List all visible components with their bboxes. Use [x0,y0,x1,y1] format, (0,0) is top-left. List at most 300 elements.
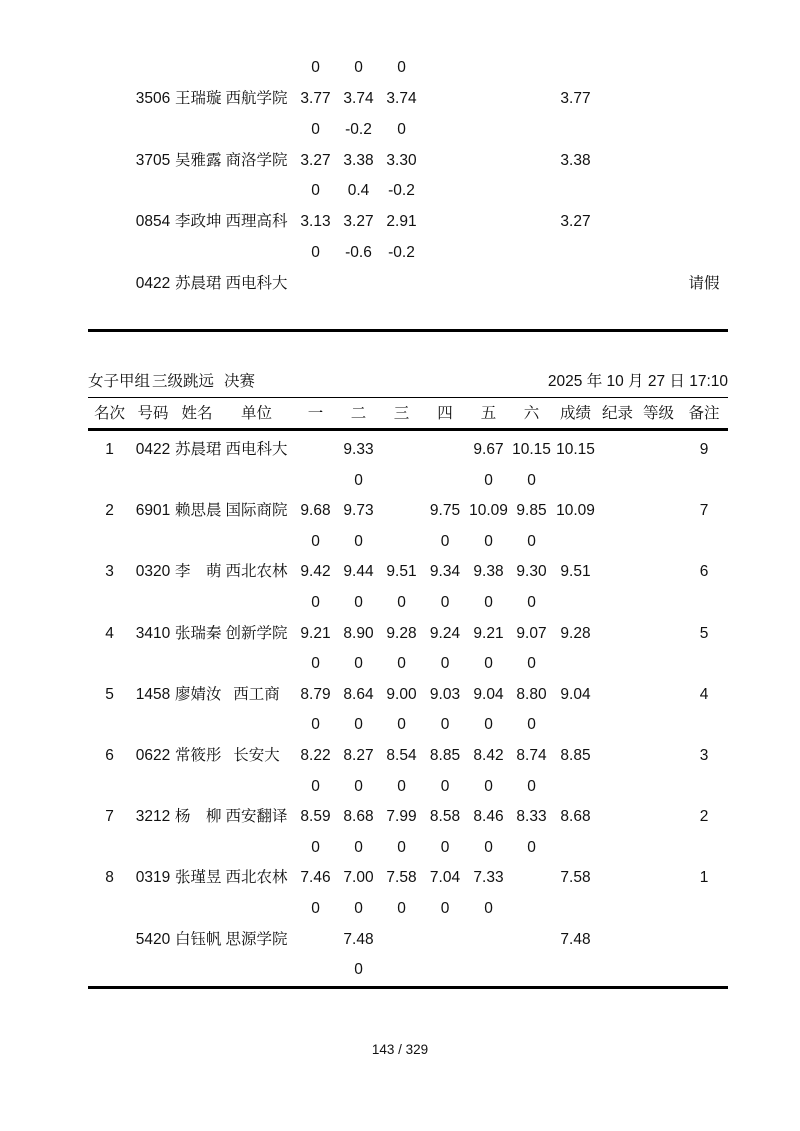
result-row-score: 7.48 [560,930,591,948]
wind-row [88,53,728,84]
result-row-m5: 9.21 [473,624,504,642]
result-row-score: 10.09 [556,502,595,520]
wind-row-m1: 0 [311,532,320,550]
wind-row-code [131,238,175,269]
wind-row-note [680,53,728,84]
result-row-m1 [294,269,337,300]
column-header-code: 号码 [137,405,169,422]
result-row-note: 4 [699,685,709,703]
result-row-m5: 7.33 [473,869,504,887]
result-row-score: 3.77 [560,89,591,107]
wind-row-unit [219,894,294,925]
result-row-rank: 2 [105,502,114,520]
wind-row-m2: 0 [354,899,363,917]
wind-row-m1: 0 [311,120,320,138]
result-row-m1 [294,435,337,466]
result-row-m6: 8.33 [516,808,547,826]
result-row-rank: 6 [105,746,114,764]
result-row-m2: 8.68 [343,808,374,826]
wind-row-score [553,238,598,269]
wind-row-m3: -0.2 [388,182,415,200]
column-header-rank: 名次 [93,405,125,422]
wind-row-m5: 0 [484,777,493,795]
result-row [88,925,728,956]
result-row-m4 [423,435,467,466]
wind-row-m1: 0 [311,182,320,200]
wind-row-note [680,772,728,803]
wind-row-note [680,238,728,269]
result-row-m3: 2.91 [386,213,417,231]
wind-row-m3: 0 [397,716,406,734]
previous-event-table-continuation [88,53,728,300]
wind-row-grade [637,833,680,864]
result-row-note: 5 [699,624,709,642]
wind-row-code [131,466,175,497]
result-row-grade [637,802,680,833]
wind-row-m6 [510,238,553,269]
result-row-grade [637,925,680,956]
wind-row-code [131,710,175,741]
result-row-m3: 3.30 [386,151,417,169]
result-row-m1: 9.68 [300,502,331,520]
wind-row-unit [219,527,294,558]
wind-row [88,176,728,207]
result-row-m1: 8.79 [300,685,331,703]
wind-row-m6: 0 [527,777,536,795]
result-row-m5 [467,146,510,177]
wind-row-grade [637,466,680,497]
result-row-m5: 9.67 [473,441,504,458]
wind-row-m6 [510,955,553,986]
wind-row-name [175,53,219,84]
wind-row [88,894,728,925]
result-row-grade [637,680,680,711]
result-row-record [598,925,637,956]
wind-row-unit [219,649,294,680]
wind-row-m4: 0 [440,777,450,795]
result-row-m2: 7.48 [343,930,374,948]
result-row-code: 5420 [135,930,171,948]
result-row-m4 [423,925,467,956]
wind-row-m5 [467,53,510,84]
result-row-score: 7.58 [560,869,591,887]
result-row-name: 白钰帆 [175,930,222,948]
results-table-header [88,399,728,428]
result-row-record [598,741,637,772]
wind-row-m5: 0 [484,471,493,489]
result-row-name: 廖婧汝 [175,685,222,703]
wind-row-unit [219,833,294,864]
wind-row-m5 [467,238,510,269]
result-row-m6: 9.85 [516,502,547,520]
wind-row-m5 [467,115,510,146]
wind-row-grade [637,710,680,741]
result-row-m3: 7.58 [386,869,417,887]
wind-row-code [131,955,175,986]
result-row-m1: 3.13 [300,213,331,231]
result-row-name: 赖思晨 [175,502,222,520]
result-row-record [598,496,637,527]
result-row-record [598,84,637,115]
result-row-m2: 9.33 [343,441,374,458]
wind-row [88,955,728,986]
result-row-m4: 8.58 [429,808,461,826]
table-bottom-rule [88,986,728,989]
wind-row-record [598,772,637,803]
wind-row-code [131,588,175,619]
result-row [88,619,728,650]
result-row-note [680,207,728,238]
result-row-m3 [380,925,423,956]
wind-row-m1: 0 [311,716,320,734]
result-row-rank: 5 [105,685,114,703]
wind-row-rank [88,115,131,146]
wind-row-rank [88,649,131,680]
column-header-unit: 单位 [240,405,272,422]
result-row-grade [637,435,680,466]
result-row-code: 3705 [135,151,171,169]
wind-row-name [175,710,219,741]
result-row-m2: 3.27 [343,213,374,231]
wind-row-m4 [423,176,467,207]
wind-row-m3: 0 [397,593,406,611]
section-divider-rule [88,329,728,332]
column-header-m1: 一 [307,405,324,422]
wind-row-record [598,115,637,146]
wind-row-m4 [423,238,467,269]
wind-row-m4 [423,115,467,146]
result-row-m1: 7.46 [300,869,331,887]
result-row-rank [88,84,131,115]
result-row-unit: 创新学院 [225,624,288,642]
result-row-rank: 1 [105,441,114,458]
wind-row [88,115,728,146]
result-row-code: 0854 [135,213,171,231]
wind-row-m2: 0 [354,777,363,795]
column-header-grade: 等级 [642,405,674,422]
result-row-m5 [467,84,510,115]
result-row-note: 3 [699,746,709,764]
wind-row [88,649,728,680]
result-row [88,680,728,711]
result-row [88,741,728,772]
wind-row-score [553,894,598,925]
result-row-m1: 3.77 [300,89,331,107]
result-row-m2: 8.90 [343,624,374,642]
result-row-code: 0622 [135,746,171,764]
result-row-unit: 西航学院 [225,89,288,107]
wind-row-m6: 0 [527,532,536,550]
result-row [88,496,728,527]
result-row-m5: 8.42 [473,746,504,764]
result-row-unit: 长安大 [233,746,280,764]
wind-row-note [680,588,728,619]
result-row-name: 王瑞璇 [175,89,222,107]
wind-row-score [553,833,598,864]
wind-row-m6: 0 [527,716,536,734]
wind-row-name [175,833,219,864]
result-row-name: 李政坤 [175,213,222,231]
result-row-m4 [423,207,467,238]
result-row-rank: 7 [105,808,114,826]
result-row-m5 [467,925,510,956]
result-row-name: 苏晨珺 [175,441,222,458]
result-row-unit: 西北农林 [225,869,288,887]
wind-row-code [131,649,175,680]
result-row-m2: 8.27 [343,746,374,764]
result-row [88,802,728,833]
result-row-m6 [510,269,553,300]
result-row-m4: 9.34 [429,563,461,581]
wind-row-m1: 0 [311,593,320,611]
result-row-score: 8.85 [560,746,591,764]
wind-row-m3: 0 [397,777,406,795]
wind-row-code [131,527,175,558]
wind-row-m6: 0 [527,471,536,489]
result-row-m3: 3.74 [386,89,417,107]
result-row-m1: 9.42 [300,563,331,581]
result-row-grade [637,619,680,650]
wind-row-score [553,466,598,497]
wind-row-grade [637,115,680,146]
result-row-unit: 西电科大 [225,275,288,293]
result-row-m6: 9.30 [516,563,547,581]
wind-row-m5 [467,176,510,207]
wind-row-rank [88,527,131,558]
result-row-note: 2 [699,808,709,826]
result-row-unit: 思源学院 [225,930,288,948]
wind-row-record [598,238,637,269]
wind-row-code [131,53,175,84]
wind-row-name [175,772,219,803]
result-row-m2: 3.38 [343,151,374,169]
wind-row-m4: 0 [440,655,450,673]
result-row-m5: 9.04 [473,685,504,703]
result-row-m6 [510,925,553,956]
session-datetime: 2025 年 10 月 27 日 17:10 [547,373,728,390]
wind-row-unit [219,115,294,146]
result-row-m3: 9.51 [386,563,417,581]
result-row-grade [637,496,680,527]
result-row-m3 [380,435,423,466]
wind-row-grade [637,588,680,619]
page-number: 143 / 329 [371,1042,429,1057]
wind-row-grade [637,894,680,925]
wind-row-record [598,53,637,84]
wind-row-record [598,955,637,986]
wind-row [88,710,728,741]
wind-row-grade [637,53,680,84]
wind-row-m5: 0 [484,899,493,917]
wind-row-m6 [510,53,553,84]
wind-row-m3: 0 [397,120,406,138]
wind-row-name [175,955,219,986]
result-row-score: 8.68 [560,808,591,826]
result-row-m6 [510,146,553,177]
result-row-m2: 3.74 [343,89,374,107]
wind-row-unit [219,176,294,207]
column-header-m2: 二 [350,405,367,422]
result-row-m2: 9.73 [343,502,374,520]
result-row-unit: 商洛学院 [225,151,288,169]
wind-row-name [175,527,219,558]
wind-row-score [553,955,598,986]
wind-row-name [175,176,219,207]
event-name-label: 三级跳远 [152,373,215,390]
section-title [88,368,255,396]
wind-row-rank [88,955,131,986]
result-row-m4: 7.04 [429,869,461,887]
column-header-m6: 六 [523,405,540,422]
result-row-m3 [380,269,423,300]
wind-row [88,772,728,803]
wind-row-m6: 0 [527,838,536,856]
result-row-name: 张瑞秦 [175,624,222,642]
wind-row-unit [219,53,294,84]
wind-row-record [598,894,637,925]
wind-row-m2: 0 [354,59,363,76]
wind-row-score [553,772,598,803]
result-row-grade [637,84,680,115]
result-row-record [598,557,637,588]
column-header-note: 备注 [688,405,720,422]
column-header-m3: 三 [393,405,410,422]
wind-row-m4 [423,955,467,986]
result-row-grade [637,146,680,177]
wind-row-m1: 0 [311,244,320,262]
wind-row-note [680,833,728,864]
result-row-m6: 10.15 [512,441,551,458]
wind-row-record [598,466,637,497]
result-row-m2 [337,269,380,300]
result-row-score: 3.38 [560,151,591,169]
result-row-name: 吴雅露 [175,151,222,169]
result-row-code: 6901 [135,502,171,520]
result-row-note [680,84,728,115]
result-row-m6 [510,84,553,115]
wind-row [88,588,728,619]
wind-row-record [598,833,637,864]
section-header [88,368,728,396]
result-row-name: 李 萌 [175,563,222,581]
wind-row-m1: 0 [311,777,320,795]
wind-row-m3: 0 [397,838,406,856]
result-row-note: 9 [699,441,709,458]
wind-row-note [680,649,728,680]
column-header-m4: 四 [437,405,453,422]
result-row-rank [88,269,131,300]
result-row-m4: 8.85 [429,746,461,764]
result-row [88,557,728,588]
wind-row-m1: 0 [311,899,320,917]
wind-row-m5 [467,955,510,986]
round-label: 决赛 [224,373,256,390]
result-row-m6: 8.74 [516,746,547,764]
wind-row-code [131,833,175,864]
result-row-record [598,435,637,466]
result-row-m3 [380,496,423,527]
result-row-record [598,146,637,177]
wind-row-m2: 0 [354,716,363,734]
wind-row-m6 [510,115,553,146]
wind-row-m2: 0 [354,961,363,979]
result-row-unit: 西理高科 [225,213,288,231]
wind-row-code [131,894,175,925]
column-header-name: 姓名 [181,405,213,422]
result-row-score: 3.27 [560,213,591,231]
wind-row-m2: -0.6 [345,244,372,262]
wind-row-code [131,115,175,146]
wind-row-m4: 0 [440,532,450,550]
result-row-m4 [423,269,467,300]
wind-row-record [598,176,637,207]
wind-row-rank [88,588,131,619]
result-row-rank [88,207,131,238]
result-row-record [598,863,637,894]
wind-row-m2: 0.4 [347,182,370,200]
result-row-code: 3212 [135,808,171,826]
result-row-m6 [510,863,553,894]
result-row-m4 [423,146,467,177]
result-row-m5: 8.46 [473,808,504,826]
result-row-code: 3506 [135,89,171,107]
wind-row-score [553,710,598,741]
wind-row-m2: 0 [354,532,363,550]
result-row-record [598,207,637,238]
wind-row-m2: 0 [354,471,363,489]
result-row-rank: 8 [105,869,114,887]
result-row-m4: 9.75 [429,502,461,520]
result-row-m5 [467,269,510,300]
wind-row-m2: 0 [354,655,363,673]
wind-row-score [553,115,598,146]
result-row-grade [637,207,680,238]
wind-row-m5: 0 [484,716,493,734]
result-row-code: 0319 [135,869,171,887]
result-row-m6: 9.07 [516,624,547,642]
result-row-score: 9.28 [560,624,591,642]
wind-row-m2: 0 [354,838,363,856]
result-row-m3: 8.54 [386,746,417,764]
wind-row-m6 [510,176,553,207]
result-row-record [598,269,637,300]
wind-row-m6 [510,894,553,925]
wind-row [88,238,728,269]
wind-row-m3 [380,466,423,497]
wind-row-m3: 0 [397,899,406,917]
wind-row-m4: 0 [440,593,450,611]
result-row-m4 [423,84,467,115]
wind-row-note [680,955,728,986]
wind-row-m1: 0 [311,655,320,673]
wind-row-code [131,176,175,207]
wind-row-m6: 0 [527,593,536,611]
wind-row-m1: 0 [311,838,320,856]
column-header-record: 纪录 [601,405,633,422]
wind-row-rank [88,53,131,84]
wind-row-grade [637,772,680,803]
result-row-m2: 8.64 [343,685,374,703]
result-row-name: 张瑾昱 [175,869,222,887]
result-row-m6 [510,207,553,238]
result-row-score: 10.15 [556,441,595,458]
wind-row-m4 [423,53,467,84]
wind-row-unit [219,955,294,986]
result-row-rank [88,925,131,956]
result-row-score: 9.04 [560,685,591,703]
wind-row-score [553,649,598,680]
result-row-note [680,925,728,956]
